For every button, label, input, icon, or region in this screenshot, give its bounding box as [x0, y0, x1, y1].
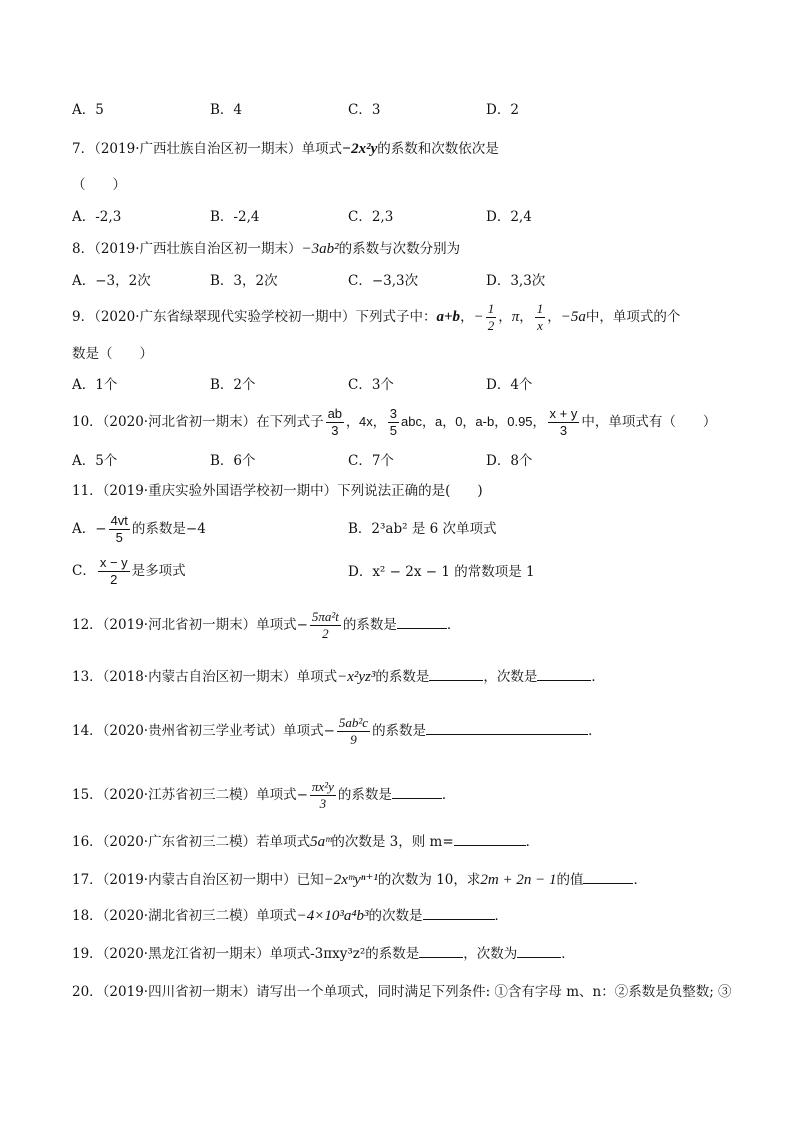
- q15-stem: [72, 776, 455, 814]
- q15-prefix: 15．（2020·江苏省初三二模）单项式: [72, 787, 297, 803]
- q13-mid: 的系数是: [375, 669, 430, 685]
- q9-pi: π: [511, 309, 520, 325]
- q14-num: 5ab²c: [338, 715, 369, 730]
- q9-sep-4: ，: [547, 309, 561, 325]
- q10-prefix: 10．（2020·河北省初一期末）在下列式子: [72, 414, 324, 430]
- q12-num: 5πa²t: [311, 609, 339, 624]
- q14-den: 9: [350, 732, 357, 747]
- q6-option-b: B．4: [210, 102, 243, 118]
- q11-option-d: D．x² − 2x − 1 的常数项是 1: [348, 564, 535, 580]
- q8-suffix: 的系数与次数分别为: [338, 241, 461, 257]
- q19-mid: ，次数为: [463, 946, 518, 962]
- q9-option-b: B．2个: [210, 377, 256, 393]
- q11-c-fraction: [98, 555, 130, 588]
- q19-degree-blank[interactable]: [517, 943, 561, 958]
- q12-answer-blank[interactable]: [397, 614, 447, 629]
- q17-end: ．: [633, 872, 647, 888]
- q7-prefix: 7．（2019·广西壮族自治区初一期末）单项式: [72, 141, 342, 157]
- q10-f3-den: 3: [559, 423, 568, 438]
- q9-sep-3: ，: [519, 309, 533, 325]
- q9-f2-den: x: [537, 318, 543, 333]
- q18-expression: −4×10³a⁴b³: [296, 908, 369, 924]
- q8-option-b: B．3，2次: [210, 273, 278, 289]
- q10-f1-num: ab: [327, 406, 343, 421]
- q9-option-c: C．3个: [348, 377, 394, 393]
- q10-f1-den: 3: [331, 423, 339, 438]
- q16-end: ．: [525, 834, 540, 850]
- q15-answer-blank[interactable]: [392, 784, 442, 799]
- q8-expression: −3ab²: [301, 241, 339, 257]
- q15-end: ．: [441, 787, 456, 803]
- q11-option-a: [72, 510, 206, 548]
- q9-option-a: A．1个: [72, 377, 118, 393]
- q8-option-d: D．3,3次: [486, 273, 546, 289]
- q11-option-c: [72, 552, 186, 590]
- q9-f1-num: 1: [487, 301, 495, 316]
- q14-prefix: 14．（2020·贵州省初三学业考试）单项式: [72, 723, 324, 739]
- q10-option-c: C．7个: [348, 453, 394, 469]
- q17-prefix: 17．（2019·内蒙古自治区初一期中）已知: [72, 872, 324, 888]
- q15-neg: −: [296, 787, 308, 803]
- q13-prefix: 13．（2018·内蒙古自治区初一期末）单项式: [72, 669, 338, 685]
- q9-option-d: D．4个: [486, 377, 533, 393]
- q11-a-den: 5: [115, 530, 123, 545]
- q8-stem: [72, 238, 460, 260]
- q13-end: ．: [591, 669, 605, 685]
- q16-stem: [72, 831, 539, 853]
- q19-end: ．: [561, 946, 575, 962]
- q8-option-c: C．−3,3次: [348, 273, 419, 289]
- q14-end: ．: [588, 723, 602, 739]
- q11-c-den: 2: [110, 572, 118, 587]
- q9-suffix: 中，单项式的个: [585, 309, 681, 325]
- q18-answer-blank[interactable]: [423, 905, 495, 920]
- q16-answer-blank[interactable]: [454, 831, 526, 846]
- q14-neg: −: [323, 723, 335, 739]
- q18-end: ．: [494, 908, 509, 924]
- q7-stem: [72, 138, 499, 160]
- q11-option-b: B．2³ab² 是 6 次单项式: [348, 521, 497, 537]
- q9-term-a-plus-b: a+b: [436, 309, 461, 325]
- q13-stem: [72, 666, 605, 688]
- q11-c-label: C．: [72, 563, 96, 579]
- q15-suffix: 的系数是: [337, 787, 392, 803]
- q10-f2-num: 3: [389, 406, 398, 421]
- q10-option-a: A．5个: [72, 453, 118, 469]
- q17-mid: 的次数为 10，求: [377, 872, 481, 888]
- q17-mid2: 的值: [556, 872, 584, 888]
- q9-term-neg-5a: −5a: [560, 309, 586, 325]
- q11-a-neg: −: [95, 521, 107, 537]
- q13-expression: −x²yz³: [337, 669, 376, 685]
- q19-stem: [72, 943, 575, 965]
- q8-option-a: A．−3，2次: [72, 273, 151, 289]
- q6-option-a: A．5: [72, 102, 104, 118]
- q7-option-c: C．2,3: [348, 209, 394, 225]
- q10-fraction-2: [388, 406, 399, 439]
- q11-a-text: 的系数是−4: [131, 521, 206, 537]
- q7-option-a: A．-2,3: [72, 209, 122, 225]
- q9-sep-1: ，: [460, 309, 474, 325]
- q15-fraction: [310, 779, 336, 812]
- q12-den: 2: [322, 626, 329, 641]
- q12-suffix: 的系数是: [342, 617, 397, 633]
- q6-option-c: C．3: [348, 102, 381, 118]
- q11-a-num: 4vt: [110, 513, 128, 528]
- q18-prefix: 18．（2020·湖北省初三二模）单项式: [72, 908, 297, 924]
- q10-fraction-3: [548, 406, 580, 439]
- q14-suffix: 的系数是: [372, 723, 427, 739]
- q10-f2-den: 5: [389, 423, 398, 438]
- q7-expression: −2x²y: [342, 141, 378, 157]
- q19-prefix: 19．（2020·黑龙江省初一期末）单项式-3πxy³z²的系数是: [72, 946, 420, 962]
- q10-fraction-1: [326, 406, 344, 439]
- q13-coefficient-blank[interactable]: [429, 666, 483, 681]
- q19-coefficient-blank[interactable]: [419, 943, 463, 958]
- q16-expression: 5aᵐ: [310, 834, 332, 850]
- q7-paren: （ ）: [72, 177, 126, 193]
- q10-mid-2: abc，a，0，a-b，0.95，: [401, 414, 546, 429]
- q11-c-num: x − y: [99, 555, 128, 570]
- q16-prefix: 16．（2020·广东省初三二模）若单项式: [72, 834, 311, 850]
- q12-end: ．: [446, 617, 461, 633]
- q9-fraction-1: [486, 301, 497, 334]
- q10-option-d: D．8个: [486, 453, 533, 469]
- q9-stem: [72, 300, 680, 334]
- q10-option-b: B．6个: [210, 453, 256, 469]
- q11-a-label: A．: [72, 521, 96, 537]
- q9-neg-sign: −: [473, 309, 484, 325]
- q7-option-d: D．2,4: [486, 209, 532, 225]
- q6-option-d: D．2: [486, 102, 519, 118]
- q9-prefix: 9．（2020·广东省绿翠现代实验学校初一期中）下列式子中：: [72, 309, 437, 325]
- q15-den: 3: [319, 796, 327, 811]
- q14-answer-blank[interactable]: [426, 720, 588, 735]
- q9-fraction-2: [535, 301, 546, 334]
- q8-prefix: 8．（2019·广西壮族自治区初一期末）: [72, 241, 302, 257]
- q17-stem: [72, 869, 647, 891]
- q9-sep-2: ，: [498, 309, 512, 325]
- q18-mid: 的次数是: [368, 908, 423, 924]
- q14-fraction: [337, 715, 370, 748]
- q11-a-fraction: [109, 513, 130, 546]
- q10-stem: [72, 404, 716, 440]
- q17-expression: −2xᵐyⁿ⁺¹: [323, 872, 378, 888]
- q14-stem: [72, 712, 602, 750]
- q9-line2: 数是（ ）: [72, 346, 153, 362]
- q10-mid-1: ，4x，: [346, 414, 386, 429]
- q12-prefix: 12．（2019·河北省初一期末）单项式: [72, 617, 297, 633]
- q15-num: πx²y: [311, 779, 334, 794]
- q12-neg: −: [296, 617, 308, 633]
- q17-expression-2: 2m + 2n − 1: [480, 872, 557, 888]
- q9-f1-den: 2: [487, 318, 495, 333]
- q11-stem: 11．（2019·重庆实验外国语学校初一期中）下列说法正确的是( ): [72, 483, 483, 499]
- q10-f3-num: x + y: [549, 406, 578, 421]
- q9-f2-num: 1: [536, 301, 544, 316]
- q13-degree-blank[interactable]: [537, 666, 591, 681]
- q12-fraction: [310, 609, 341, 642]
- q7-option-b: B．-2,4: [210, 209, 260, 225]
- q7-suffix: 的系数和次数依次是: [377, 141, 499, 157]
- q18-stem: [72, 905, 508, 927]
- q11-c-text: 是多项式: [131, 563, 186, 579]
- q10-suffix: 中，单项式有（ ）: [581, 414, 717, 430]
- q16-mid: 的次数是 3，则 m=: [331, 834, 454, 850]
- q17-answer-blank[interactable]: [583, 869, 633, 884]
- q12-stem: [72, 606, 460, 644]
- q20-stem: 20．（2019·四川省初一期末）请写出一个单项式，同时满足下列条件: ①含有字母 m、n：②系数是负整数; ③: [72, 984, 732, 1000]
- q13-mid2: ，次数是: [483, 669, 538, 685]
